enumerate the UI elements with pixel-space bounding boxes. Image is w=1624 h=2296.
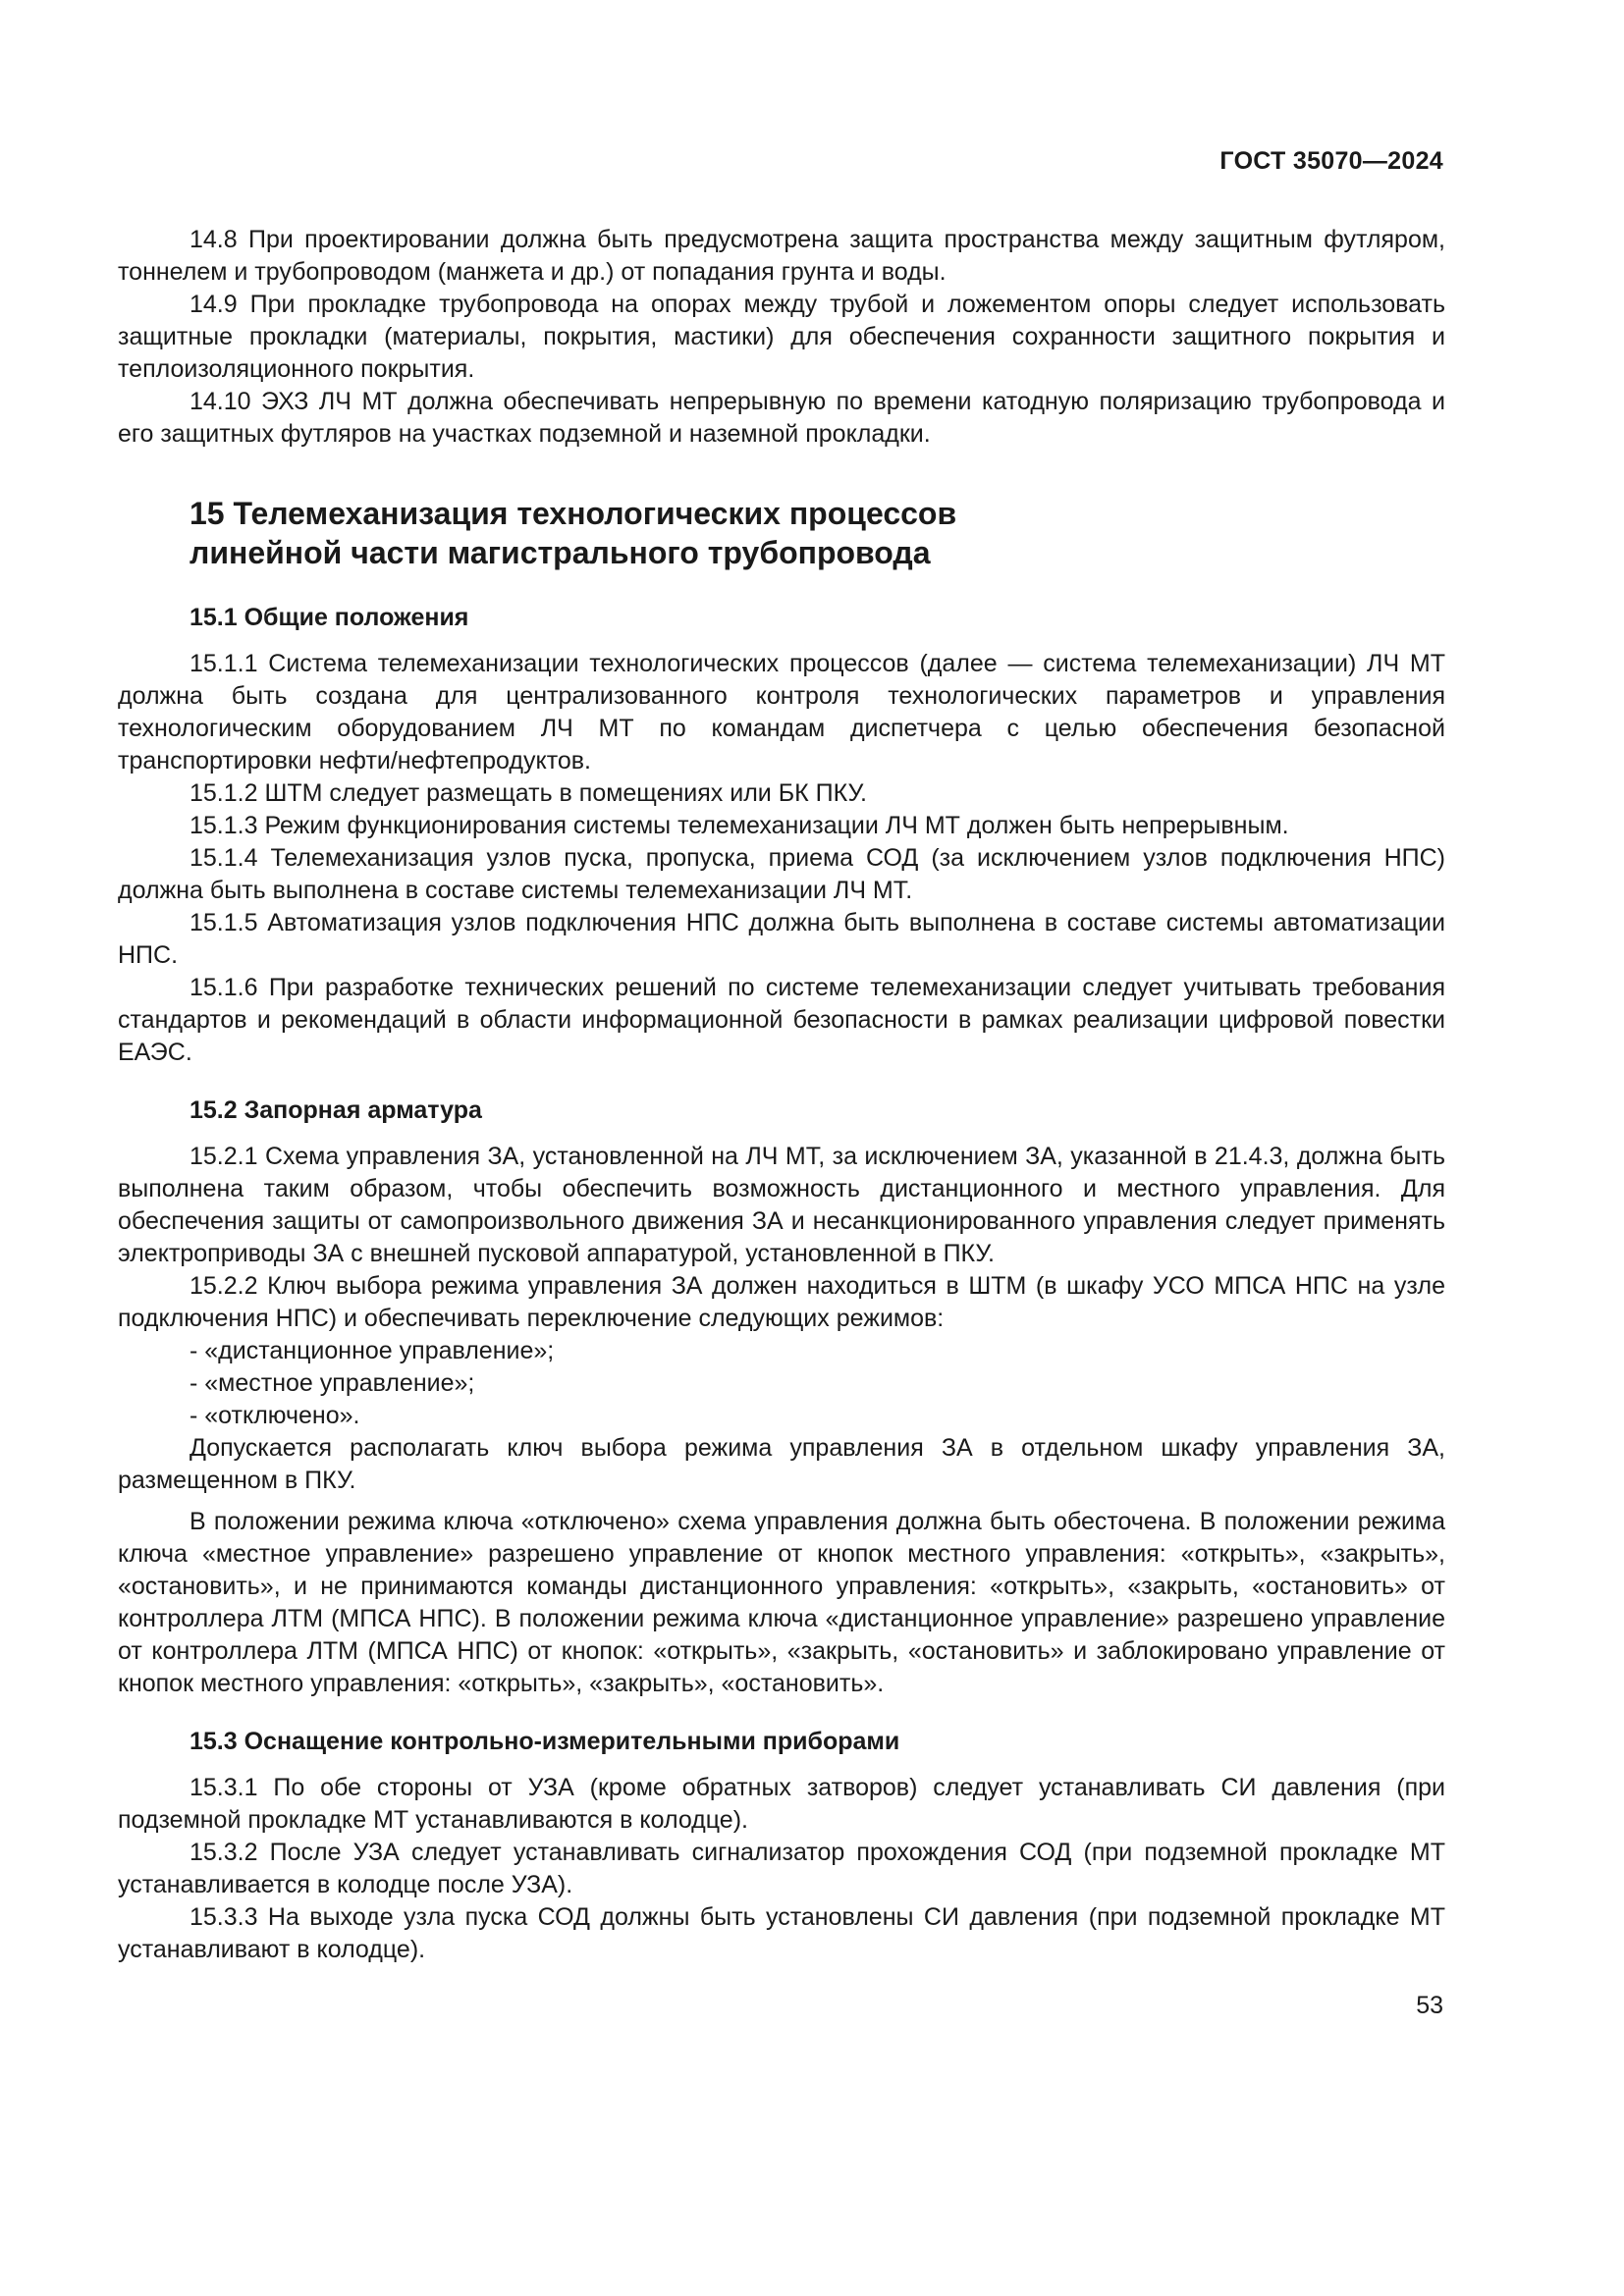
paragraph-15-3-2: 15.3.2 После УЗА следует устанавливать сигнализатор прохождения СОД (при подземной прокладке МТ устанавливается в колодце после УЗА). <box>118 1839 1445 1898</box>
paragraph-15-2-modes: В положении режима ключа «отключено» схема управления должна быть обесточена. В положении режима ключа «местное управление» разрешено управление от кнопок местного управления: «открыть», «закрыть», «остановить», и не принимаются команды дистанционного управления: «открыть», «закрыть, «остановить» от контроллера ЛТМ (МПСА НПС). В положении режима ключа «дистанционное управление» разрешено управление от контроллера ЛТМ (МПСА НПС) от кнопок: «открыть», «закрыть, «остановить» и заблокировано управление от кнопок местного управления: «открыть», «закрыть», «остановить». <box>118 1508 1445 1697</box>
paragraph-14-10: 14.10 ЭХЗ ЛЧ МТ должна обеспечивать непрерывную по времени катодную поляризацию трубопровода и его защитных футляров на участках подземной и наземной прокладки. <box>118 388 1445 448</box>
section-15-title-line1: 15 Телемеханизация технологических процессов <box>189 496 957 531</box>
paragraph-15-1-6: 15.1.6 При разработке технических решений по системе телемеханизации следует учитывать требования стандартов и рекомендаций в области информационной безопасности в рамках реализации цифровой повестки ЕАЭС. <box>118 974 1445 1066</box>
paragraph-15-1-4: 15.1.4 Телемеханизация узлов пуска, пропуска, приема СОД (за исключением узлов подключения НПС) должна быть выполнена в составе системы телемеханизации ЛЧ МТ. <box>118 844 1445 904</box>
subsection-15-2-title: 15.2 Запорная арматура <box>189 1096 482 1124</box>
list-item-remote-control: - «дистанционное управление»; <box>189 1337 555 1364</box>
subsection-15-3-title: 15.3 Оснащение контрольно-измерительными приборами <box>189 1728 900 1755</box>
paragraph-15-1-1: 15.1.1 Система телемеханизации технологических процессов (далее — система телемеханизации) ЛЧ МТ должна быть создана для централизованного контроля технологических параметров и управления технологическим оборудованием ЛЧ МТ по командам диспетчера с целью обеспечения безопасной транспортировки нефти/нефтепродуктов. <box>118 650 1445 774</box>
paragraph-15-2-2: 15.2.2 Ключ выбора режима управления ЗА должен находиться в ШТМ (в шкафу УСО МПСА НПС на узле подключения НПС) и обеспечивать переключение следующих режимов: <box>118 1272 1445 1332</box>
document-header-id: ГОСТ 35070—2024 <box>1219 147 1443 175</box>
section-15-title-line2: линейной части магистрального трубопровода <box>189 535 931 570</box>
paragraph-15-3-3: 15.3.3 На выходе узла пуска СОД должны быть установлены СИ давления (при подземной прокладке МТ устанавливают в колодце). <box>118 1903 1445 1963</box>
document-body <box>118 224 1445 1966</box>
paragraph-15-3-1: 15.3.1 По обе стороны от УЗА (кроме обратных затворов) следует устанавливать СИ давления (при подземной прокладке МТ устанавливаются в колодце). <box>118 1774 1445 1834</box>
section-15-title <box>189 494 1445 572</box>
paragraph-15-1-5: 15.1.5 Автоматизация узлов подключения НПС должна быть выполнена в составе системы автоматизации НПС. <box>118 909 1445 969</box>
paragraph-14-8: 14.8 При проектировании должна быть предусмотрена защита пространства между защитным футляром, тоннелем и трубопроводом (манжета и др.) от попадания грунта и воды. <box>118 226 1445 286</box>
paragraph-15-1-3: 15.1.3 Режим функционирования системы телемеханизации ЛЧ МТ должен быть непрерывным. <box>189 812 1289 839</box>
subsection-15-1-title: 15.1 Общие положения <box>189 604 469 631</box>
paragraph-15-2-allowance: Допускается располагать ключ выбора режима управления ЗА в отдельном шкафу управления ЗА, размещенном в ПКУ. <box>118 1434 1445 1494</box>
paragraph-15-1-2: 15.1.2 ШТМ следует размещать в помещениях или БК ПКУ. <box>189 779 867 807</box>
list-item-local-control: - «местное управление»; <box>189 1369 475 1397</box>
paragraph-15-2-1: 15.2.1 Схема управления ЗА, установленной на ЛЧ МТ, за исключением ЗА, указанной в 21.4.3, должна быть выполнена таким образом, чтобы обеспечить возможность дистанционного и местного управления. Для обеспечения защиты от самопроизвольного движения ЗА и несанкционированного управления следует применять электроприводы ЗА с внешней пусковой аппаратурой, установленной в ПКУ. <box>118 1143 1445 1267</box>
paragraph-14-9: 14.9 При прокладке трубопровода на опорах между трубой и ложементом опоры следует использовать защитные прокладки (материалы, покрытия, мастики) для обеспечения сохранности защитного покрытия и теплоизоляционного покрытия. <box>118 291 1445 383</box>
page-number: 53 <box>1416 1992 1443 2019</box>
list-item-off: - «отключено». <box>189 1402 360 1429</box>
